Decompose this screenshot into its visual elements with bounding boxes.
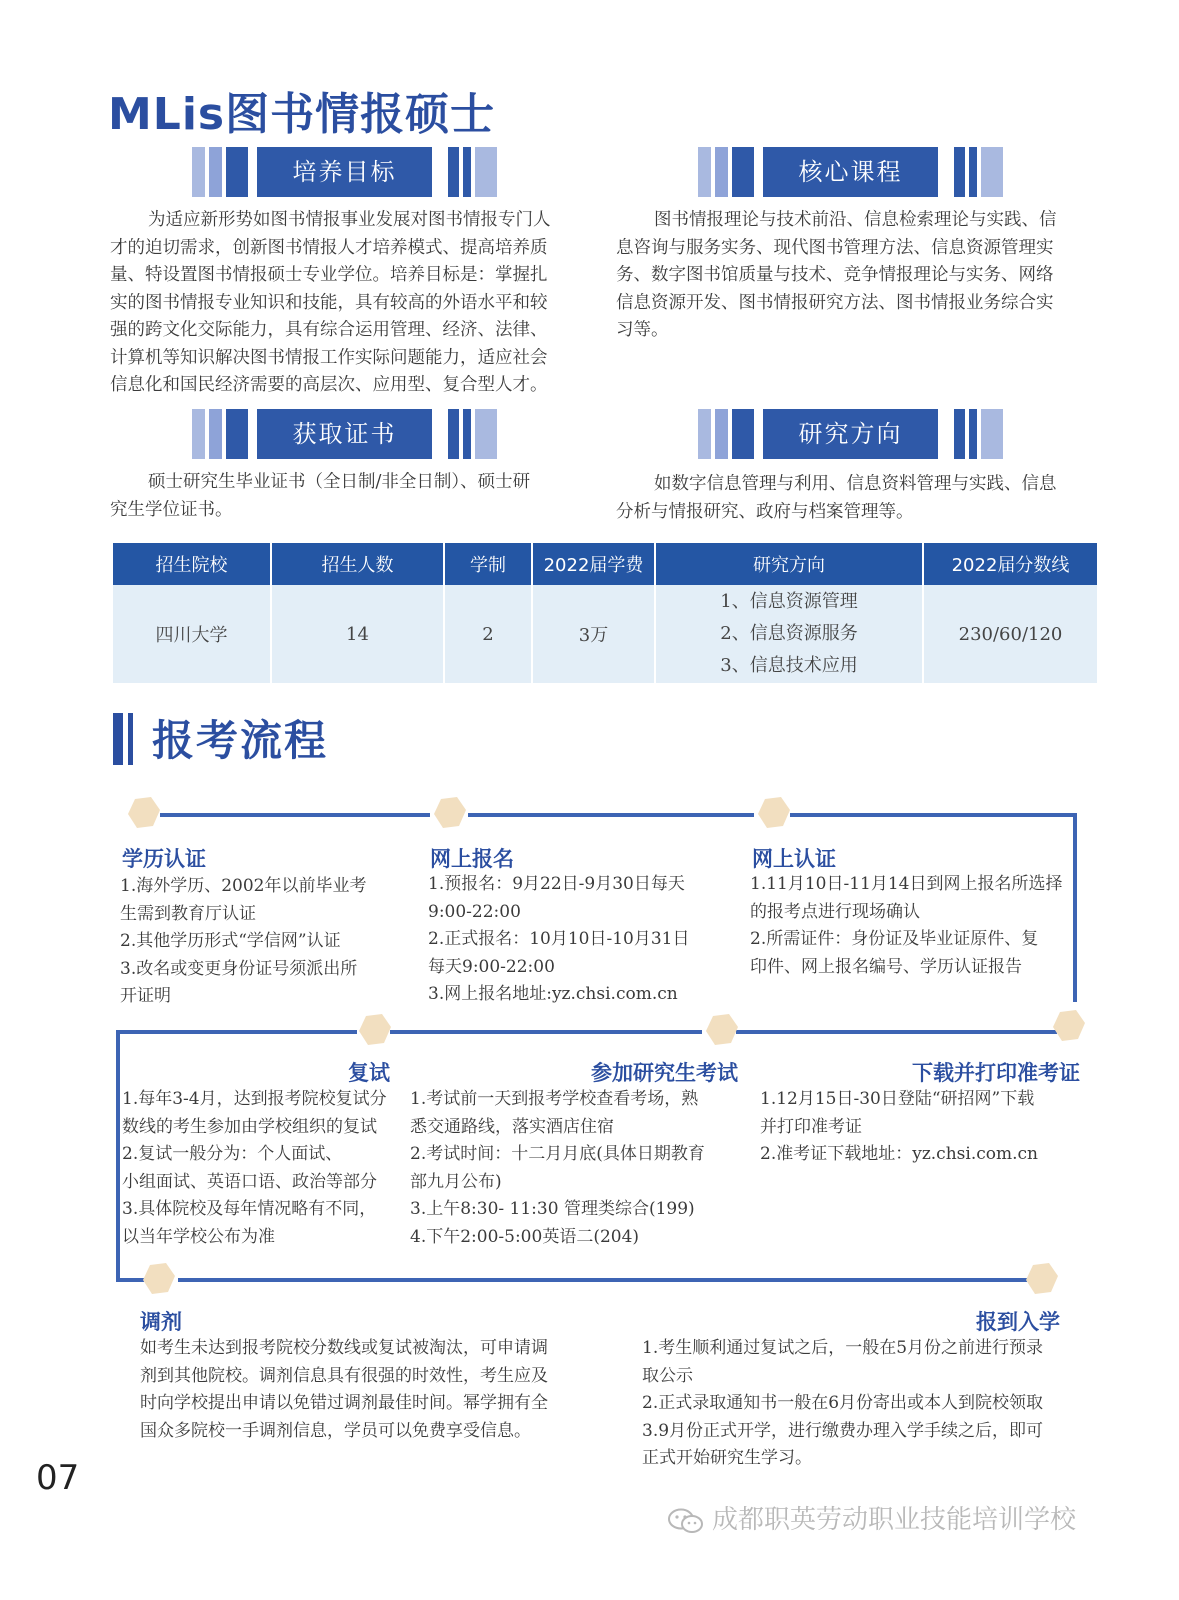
step-line: 小组面试、英语口语、政治等部分 — [122, 1171, 377, 1192]
section-label-research: 研究方向 — [763, 409, 938, 459]
step-title-adjust: 调剂 — [140, 1310, 182, 1334]
goal-line: 为适应新形势如图书情报事业发展对图书情报专门人 — [148, 210, 551, 230]
page-number: 07 — [36, 1458, 80, 1498]
direction-item: 1、信息资源管理 — [720, 591, 858, 612]
step-line: 2.复试一般分为：个人面试、 — [122, 1144, 343, 1164]
step-title-retest: 复试 — [348, 1061, 390, 1085]
step-line: 并打印准考证 — [760, 1116, 862, 1137]
step-line: 1.考生顺利通过复试之后，一般在5月份之前进行预录 — [642, 1338, 1044, 1358]
table-cell-fee: 3万 — [532, 585, 655, 683]
footer-watermark — [666, 1499, 1076, 1536]
table-cell-years: 2 — [444, 585, 532, 683]
step-title-exam: 参加研究生考试 — [591, 1061, 738, 1085]
step-line: 3.9月份正式开学，进行缴费办理入学手续之后，即可 — [642, 1420, 1044, 1441]
goal-line: 计算机等知识解决图书情报工作实际问题能力，适应社会 — [110, 347, 548, 368]
step-text-exam — [410, 1086, 745, 1251]
step-line: 1.预报名：9月22日-9月30日每天 — [428, 874, 685, 894]
flow-node — [143, 1263, 175, 1294]
step-line: 1.每年3-4月，达到报考院校复试分 — [122, 1089, 387, 1109]
research-line: 如数字信息管理与利用、信息资料管理与实践、信息 — [654, 474, 1057, 494]
process-title: 报考流程 — [152, 716, 329, 765]
direction-item: 3、信息技术应用 — [720, 655, 858, 676]
step-text-education — [120, 873, 410, 1011]
step-line: 剂到其他院校。调剂信息具有很强的时效性，考生应及 — [140, 1365, 548, 1386]
step-text-online-register — [428, 871, 728, 1009]
table-header: 研究方向 — [655, 543, 923, 585]
core-line: 务、数字图书馆质量与技术、竞争情报理论与实务、网络 — [616, 265, 1054, 285]
core-line: 信息资源开发、图书情报研究方法、图书情报业务综合实 — [616, 292, 1054, 313]
table-header: 2022届学费 — [532, 543, 655, 585]
step-line: 的报考点进行现场确认 — [750, 901, 920, 922]
flow-node — [706, 1014, 738, 1045]
step-text-adjust — [140, 1335, 620, 1445]
research-line: 分析与情报研究、政府与档案管理等。 — [616, 501, 914, 522]
step-line: 1.海外学历、2002年以前毕业考 — [120, 876, 367, 896]
table-header: 学制 — [444, 543, 532, 585]
step-line: 如考生未达到报考院校分数线或复试被淘汰，可申请调 — [140, 1338, 548, 1358]
step-text-online-verify — [750, 871, 1070, 981]
step-title-education: 学历认证 — [122, 847, 206, 871]
step-title-admission-ticket: 下载并打印准考证 — [912, 1061, 1080, 1085]
step-line: 1.考试前一天到报考学校查看考场，熟 — [410, 1089, 699, 1109]
table-cell-count: 14 — [271, 585, 444, 683]
goal-line: 量、特设置图书情报硕士专业学位。培养目标是：掌握扎 — [110, 265, 548, 285]
flow-node — [758, 797, 790, 828]
flow-node — [1053, 1010, 1085, 1041]
table-header: 招生院校 — [113, 543, 271, 585]
core-line: 习等。 — [616, 320, 669, 340]
step-line: 数线的考生参加由学校组织的复试 — [122, 1116, 377, 1137]
flow-node — [128, 797, 160, 828]
table-cell-score: 230/60/120 — [923, 585, 1097, 683]
section-label-core: 核心课程 — [763, 147, 938, 197]
step-line: 生需到教育厅认证 — [120, 903, 256, 924]
step-line: 1.12月15日-30日登陆“研招网”下载 — [760, 1089, 1035, 1109]
cert-line: 究生学位证书。 — [110, 499, 233, 520]
step-text-enroll — [642, 1335, 1107, 1473]
step-line: 以当年学校公布为准 — [122, 1226, 275, 1247]
step-line: 3.上午8:30- 11:30 管理类综合(199) — [410, 1199, 695, 1219]
step-line: 国众多院校一手调剂信息，学员可以免费享受信息。 — [140, 1420, 531, 1441]
step-line: 悉交通路线，落实酒店住宿 — [410, 1116, 614, 1137]
step-line: 4.下午2:00-5:00英语二(204) — [410, 1226, 640, 1247]
goal-line: 实的图书情报专业知识和技能，具有较高的外语水平和较 — [110, 292, 548, 313]
step-line: 1.11月10日-11月14日到网上报名所选择 — [750, 874, 1063, 894]
step-line: 2.所需证件：身份证及毕业证原件、复 — [750, 929, 1039, 949]
step-line: 时向学校提出申请以免错过调剂最佳时间。幂学拥有全 — [140, 1393, 548, 1413]
core-line: 息咨询与服务实务、现代图书管理方法、信息资源管理实 — [616, 237, 1054, 258]
step-title-online-register: 网上报名 — [430, 847, 514, 871]
wechat-icon — [666, 1507, 706, 1535]
flow-node — [434, 797, 466, 828]
step-line: 正式开始研究生学习。 — [642, 1448, 812, 1468]
flow-node — [1026, 1263, 1058, 1294]
section-label-cert: 获取证书 — [257, 409, 432, 459]
goal-line: 才的迫切需求，创新图书情报人才培养模式、提高培养质 — [110, 237, 548, 258]
goal-line: 信息化和国民经济需要的高层次、应用型、复合型人才。 — [110, 375, 548, 395]
table-header: 招生人数 — [271, 543, 444, 585]
page-title: MLis图书情报硕士 — [108, 89, 496, 140]
step-line: 2.考试时间：十二月月底(具体日期教育 — [410, 1144, 705, 1164]
direction-item: 2、信息资源服务 — [720, 623, 858, 644]
step-line: 2.准考证下载地址：yz.chsi.com.cn — [760, 1144, 1038, 1164]
footer-text: 成都职英劳动职业技能培训学校 — [712, 1505, 1077, 1535]
table-header: 2022届分数线 — [923, 543, 1097, 585]
step-line: 印件、网上报名编号、学历认证报告 — [750, 956, 1022, 977]
goal-line: 强的跨文化交际能力，具有综合运用管理、经济、法律、 — [110, 320, 548, 340]
section-label-goal: 培养目标 — [257, 147, 432, 197]
step-line: 取公示 — [642, 1365, 693, 1386]
step-line: 3.改名或变更身份证号须派出所 — [120, 958, 358, 979]
step-text-retest — [122, 1086, 407, 1251]
step-line: 开证明 — [120, 986, 171, 1006]
flow-node — [359, 1014, 391, 1045]
step-text-admission-ticket — [760, 1086, 1085, 1169]
step-line: 2.正式录取通知书一般在6月份寄出或本人到院校领取 — [642, 1393, 1044, 1413]
step-line: 3.网上报名地址:yz.chsi.com.cn — [428, 984, 678, 1004]
step-title-enroll: 报到入学 — [976, 1310, 1060, 1334]
step-line: 2.其他学历形式“学信网”认证 — [120, 931, 341, 951]
step-line: 每天9:00-22:00 — [428, 956, 555, 977]
step-title-online-verify: 网上认证 — [752, 847, 836, 871]
cert-line: 硕士研究生毕业证书（全日制/非全日制）、硕士研 — [148, 472, 531, 492]
core-line: 图书情报理论与技术前沿、信息检索理论与实践、信 — [654, 210, 1057, 230]
table-cell-school: 四川大学 — [113, 585, 271, 683]
step-line: 9:00-22:00 — [428, 901, 521, 922]
step-line: 部九月公布) — [410, 1171, 502, 1192]
step-line: 2.正式报名：10月10日-10月31日 — [428, 929, 690, 949]
step-line: 3.具体院校及每年情况略有不同， — [122, 1199, 377, 1219]
